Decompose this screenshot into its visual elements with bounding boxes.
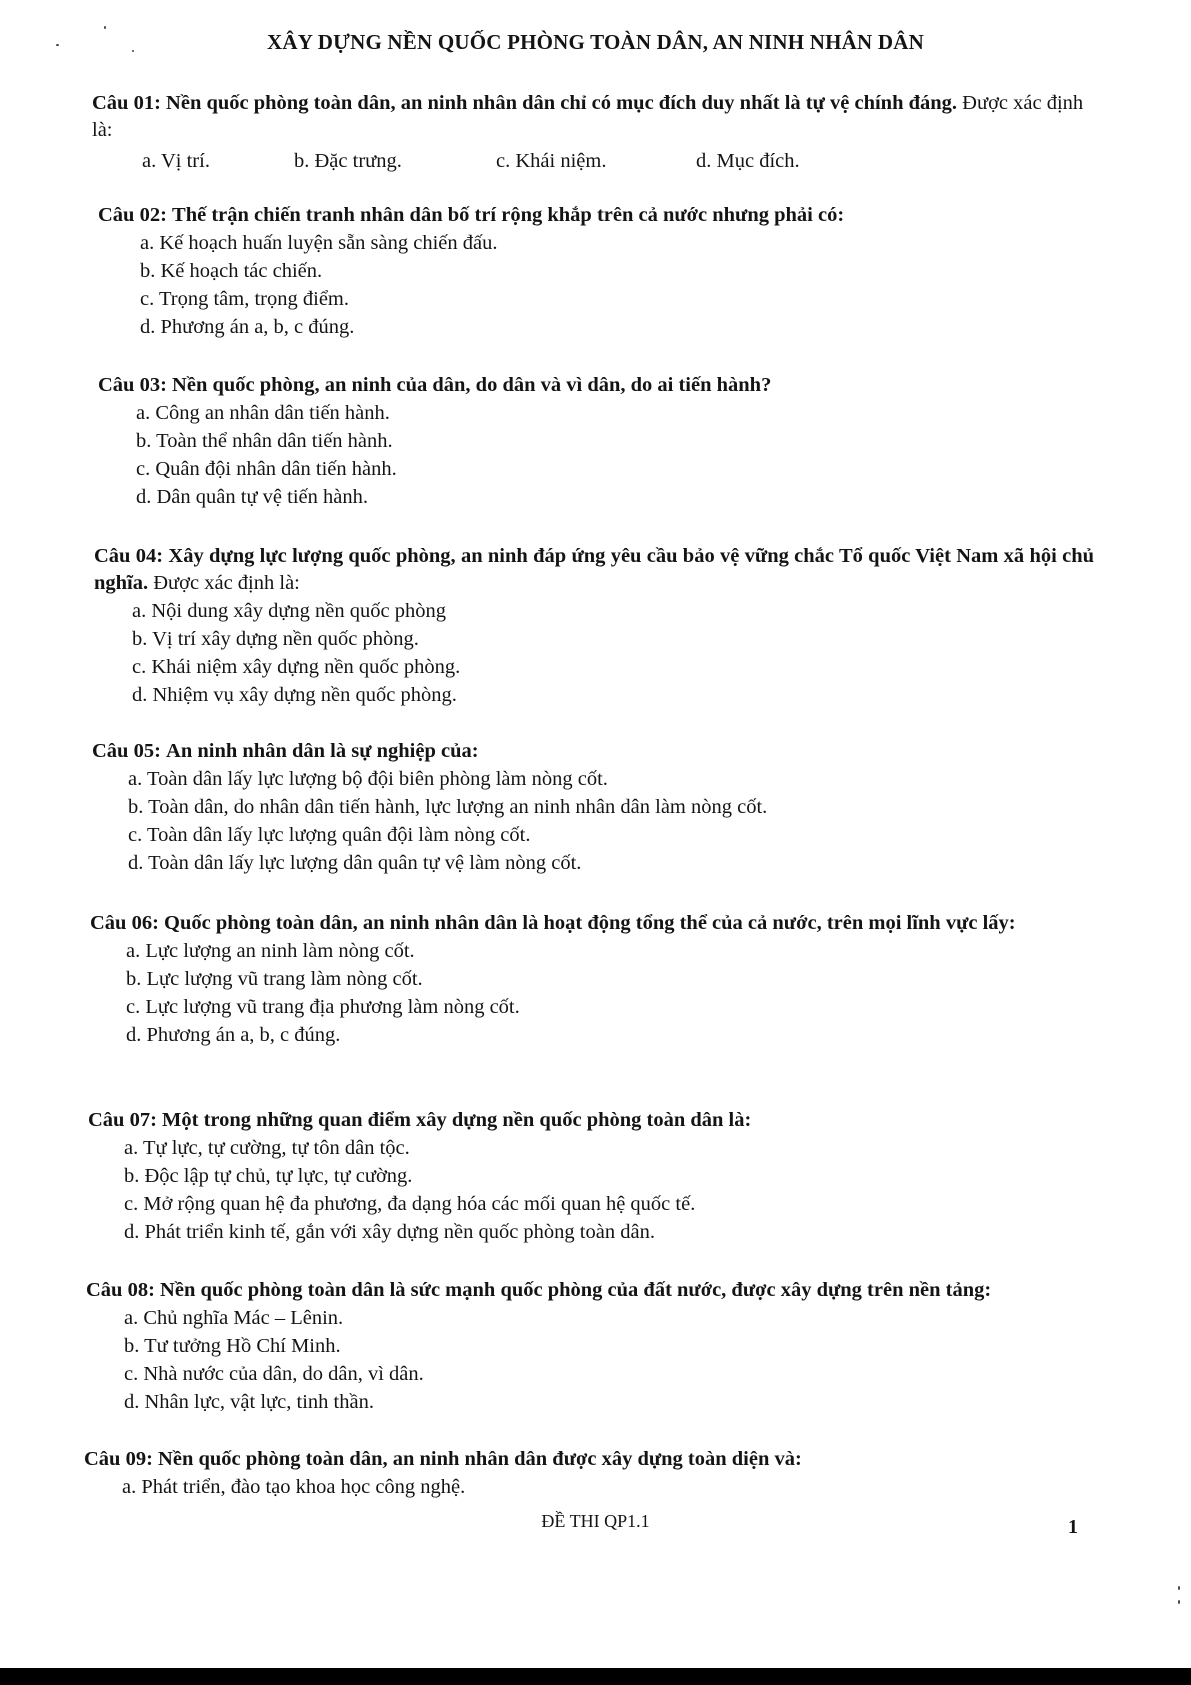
question-stem — [90, 910, 1094, 937]
option-a[interactable]: a. Nội dung xây dựng nền quốc phòng — [132, 600, 447, 622]
option-d[interactable]: d. Nhân lực, vật lực, tinh thần. — [124, 1391, 374, 1413]
option-c[interactable]: c. Toàn dân lấy lực lượng quân đội làm nòng cốt. — [128, 824, 531, 846]
question-tail: Được xác định là: — [92, 92, 1084, 141]
option-b[interactable]: b. Vị trí xây dựng nền quốc phòng. — [132, 628, 419, 650]
question-label: Câu 08: — [86, 1279, 155, 1301]
question-1 — [92, 90, 1102, 175]
scan-speck — [1178, 1586, 1180, 1590]
question-text: Thế trận chiến tranh nhân dân bố trí rộng khắp trên cả nước nhưng phải có: — [172, 204, 845, 226]
option-c[interactable]: c. Khái niệm xây dựng nền quốc phòng. — [132, 656, 461, 678]
question-stem — [98, 202, 1108, 229]
question-text: Nền quốc phòng toàn dân, an ninh nhân dân được xây dựng toàn diện và: — [158, 1448, 802, 1470]
question-text: Quốc phòng toàn dân, an ninh nhân dân là hoạt động tổng thể của cả nước, trên mọi lĩnh vực lấy: — [164, 912, 1016, 934]
option-d[interactable]: d. Mục đích. — [696, 150, 800, 172]
page-title: XÂY DỰNG NỀN QUỐC PHÒNG TOÀN DÂN, AN NINH NHÂN DÂN — [267, 30, 924, 54]
option-a[interactable]: a. Vị trí. — [142, 150, 210, 172]
page-footer: ĐỀ THI QP1.1 — [541, 1511, 650, 1531]
question-label: Câu 02: — [98, 204, 167, 226]
question-stem — [88, 1107, 1098, 1134]
option-d[interactable]: d. Dân quân tự vệ tiến hành. — [136, 486, 368, 508]
question-text: Nền quốc phòng, an ninh của dân, do dân và vì dân, do ai tiến hành? — [172, 374, 772, 396]
option-c[interactable]: c. Khái niệm. — [496, 150, 607, 172]
question-2 — [98, 202, 1108, 341]
question-tail: Được xác định là: — [148, 572, 300, 594]
option-d[interactable]: d. Phát triển kinh tế, gắn với xây dựng nền quốc phòng toàn dân. — [124, 1221, 655, 1243]
question-stem — [92, 90, 1102, 144]
question-text: Một trong những quan điểm xây dựng nền quốc phòng toàn dân là: — [162, 1109, 752, 1131]
question-text: An ninh nhân dân là sự nghiệp của: — [166, 740, 479, 762]
option-c[interactable]: c. Quân đội nhân dân tiến hành. — [136, 458, 397, 480]
option-d[interactable]: d. Toàn dân lấy lực lượng dân quân tự vệ làm nòng cốt. — [128, 852, 582, 874]
question-7 — [88, 1107, 1098, 1246]
question-label: Câu 05: — [92, 740, 161, 762]
option-d[interactable]: d. Nhiệm vụ xây dựng nền quốc phòng. — [132, 684, 457, 706]
option-c[interactable]: c. Lực lượng vũ trang địa phương làm nòng cốt. — [126, 996, 520, 1018]
question-label: Câu 09: — [84, 1448, 153, 1470]
option-c[interactable]: c. Nhà nước của dân, do dân, vì dân. — [124, 1363, 424, 1385]
option-d[interactable]: d. Phương án a, b, c đúng. — [126, 1024, 341, 1046]
question-stem — [84, 1446, 1094, 1473]
question-stem — [92, 738, 1102, 765]
scan-speck — [1178, 1600, 1180, 1604]
question-label: Câu 03: — [98, 374, 167, 396]
scan-border — [0, 1668, 1191, 1685]
option-b[interactable]: b. Độc lập tự chủ, tự lực, tự cường. — [124, 1165, 413, 1187]
question-4 — [94, 543, 1094, 709]
question-stem — [98, 372, 1108, 399]
question-label: Câu 01: — [92, 92, 161, 114]
option-c[interactable]: c. Mở rộng quan hệ đa phương, đa dạng hóa các mối quan hệ quốc tế. — [124, 1193, 696, 1215]
option-d[interactable]: d. Phương án a, b, c đúng. — [140, 316, 355, 338]
question-6 — [90, 910, 1094, 1049]
option-a[interactable]: a. Chủ nghĩa Mác – Lênin. — [124, 1307, 344, 1329]
option-b[interactable]: b. Kế hoạch tác chiến. — [140, 260, 323, 282]
question-9 — [84, 1446, 1094, 1501]
option-a[interactable]: a. Công an nhân dân tiến hành. — [136, 402, 390, 424]
page-number: 1 — [1068, 1516, 1078, 1538]
question-label: Câu 07: — [88, 1109, 157, 1131]
option-b[interactable]: b. Lực lượng vũ trang làm nòng cốt. — [126, 968, 423, 990]
question-stem — [94, 543, 1094, 597]
options-row — [92, 147, 1102, 175]
scan-speck — [56, 44, 59, 46]
question-label: Câu 04: — [94, 545, 164, 567]
option-c[interactable]: c. Trọng tâm, trọng điểm. — [140, 288, 349, 310]
option-b[interactable]: b. Tư tưởng Hồ Chí Minh. — [124, 1335, 341, 1357]
question-3 — [98, 372, 1108, 511]
question-label: Câu 06: — [90, 912, 159, 934]
option-a[interactable]: a. Kế hoạch huấn luyện sẵn sàng chiến đấu. — [140, 232, 498, 254]
option-b[interactable]: b. Đặc trưng. — [294, 150, 402, 172]
question-stem — [86, 1277, 1096, 1304]
question-text: Nền quốc phòng toàn dân, an ninh nhân dân chỉ có mục đích duy nhất là tự vệ chính đáng. — [166, 92, 958, 114]
option-b[interactable]: b. Toàn thể nhân dân tiến hành. — [136, 430, 393, 452]
question-text: Nền quốc phòng toàn dân là sức mạnh quốc phòng của đất nước, được xây dựng trên nền tảng: — [160, 1279, 992, 1301]
scan-speck — [104, 26, 106, 29]
question-8 — [86, 1277, 1096, 1416]
option-a[interactable]: a. Lực lượng an ninh làm nòng cốt. — [126, 940, 415, 962]
option-a[interactable]: a. Toàn dân lấy lực lượng bộ đội biên phòng làm nòng cốt. — [128, 768, 608, 790]
scan-speck — [132, 50, 134, 52]
question-text: Xây dựng lực lượng quốc phòng, an ninh đáp ứng yêu cầu bảo vệ vững chắc Tổ quốc Việt Nam xã hội chủ nghĩa. — [94, 545, 1094, 594]
option-a[interactable]: a. Phát triển, đào tạo khoa học công nghệ. — [122, 1476, 466, 1498]
option-b[interactable]: b. Toàn dân, do nhân dân tiến hành, lực lượng an ninh nhân dân làm nòng cốt. — [128, 796, 768, 818]
question-5 — [92, 738, 1102, 877]
option-a[interactable]: a. Tự lực, tự cường, tự tôn dân tộc. — [124, 1137, 410, 1159]
